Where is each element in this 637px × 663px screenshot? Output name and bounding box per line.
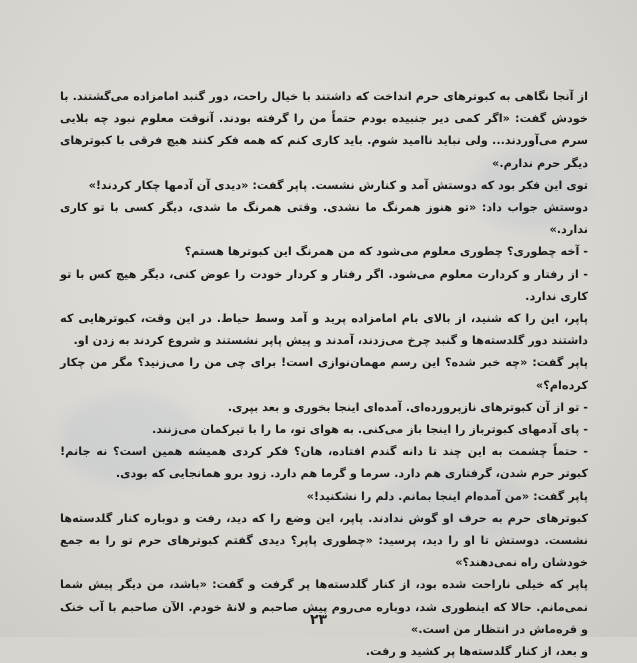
paragraph: پاپر، این را که شنید، از بالای بام امامزاده پرید و آمد وسط حیاط. در این وقت، کبوترهایی که داشتند دور گلدسته‌ها و گنبد چرخ می‌زدند، آمدند و پیش پاپر نشستند و شروع کردند به زدن او. (60, 312, 588, 348)
paragraph: دوستش جواب داد: «تو هنوز همرنگ ما نشدی. وقتی همرنگ ما شدی، دیگر کسی با تو کاری ندارد.» (60, 201, 588, 237)
paragraph: و بعد، از کنار گلدسته‌ها پر کشید و رفت. (365, 645, 588, 659)
paragraph: کبوترهای حرم به حرف او گوش ندادند. پاپر، این وضع را که دید، رفت و دوباره کنار گلدسته‌ها نشست. دوستش تا او را دید، پرسید: «چطوری پاپر؟ دیدی گفتم کبوترهای حرم تو را به جمع خودشان راه نمی‌دهند؟» (60, 511, 588, 570)
paragraph: پاپر که خیلی ناراحت شده بود، از کنار گلدسته‌ها پر گرفت و گفت: «باشد، من دیگر پیش شما نمی‌مانم. حالا که اینطوری شد، دوباره می‌روم پیش صاحبم و لانهٔ خودم. الآن صاحبم با آب خنک و قره‌ماش در انتظار من است.» (60, 578, 588, 636)
paragraph: پاپر گفت: «چه خبر شده؟ این رسم مهمان‌نوازی است! برای چی من را می‌زنید؟ مگر من چکار کرده‌ام؟» (60, 356, 588, 392)
paragraph: - پای آدمهای کبوترباز را اینجا باز می‌کنی. به هوای تو، ما را با تیرکمان می‌زنند. (151, 423, 588, 437)
paragraph: - از رفتار و کردارت معلوم می‌شود. اگر رفتار و کردار خودت را عوض کنی، دیگر هیچ کس با تو کاری ندارد. (60, 267, 588, 303)
paragraph: - آخه چطوری؟ چطوری معلوم می‌شود که من همرنگ این کبوترها هستم؟ (184, 245, 588, 259)
paragraph: پاپر گفت: «من آمده‌ام اینجا بمانم. دلم را نشکنید!» (306, 489, 588, 503)
body-text (60, 86, 588, 663)
paragraph: - تو از آن کبوترهای نازپرورده‌ای. آمده‌ای اینجا بخوری و بعد بپری. (227, 400, 588, 414)
paragraph: - حتماً چشمت به این چند تا دانه گندم افتاده، هان؟ فکر کردی همیشه همین است؟ نه جانم! کبوتر حرم شدن، گرفتاری هم دارد. سرما و گرما هم دارد. زود برو همانجایی که بودی. (60, 445, 588, 481)
page-number: ۲۳ (309, 612, 328, 628)
paragraph: توی این فکر بود که دوستش آمد و کنارش نشست. پاپر گفت: «دیدی آن آدمها چکار کردند!» (88, 178, 588, 192)
paragraph: از آنجا نگاهی به کبوترهای حرم انداخت که داشتند با خیال راحت، دور گنبد امامزاده می‌گشتند. با خودش گفت: «اگر کمی دیر جنبیده بودم حتماً من را گرفته بودند. آنوقت معلوم نبود چه بلایی سرم می‌آوردند... ولی نباید ناامید شوم. باید کاری کنم که همه فکر کنند هیچ فرقی با کبوترهای دیگر حرم ندارم.» (60, 90, 588, 170)
